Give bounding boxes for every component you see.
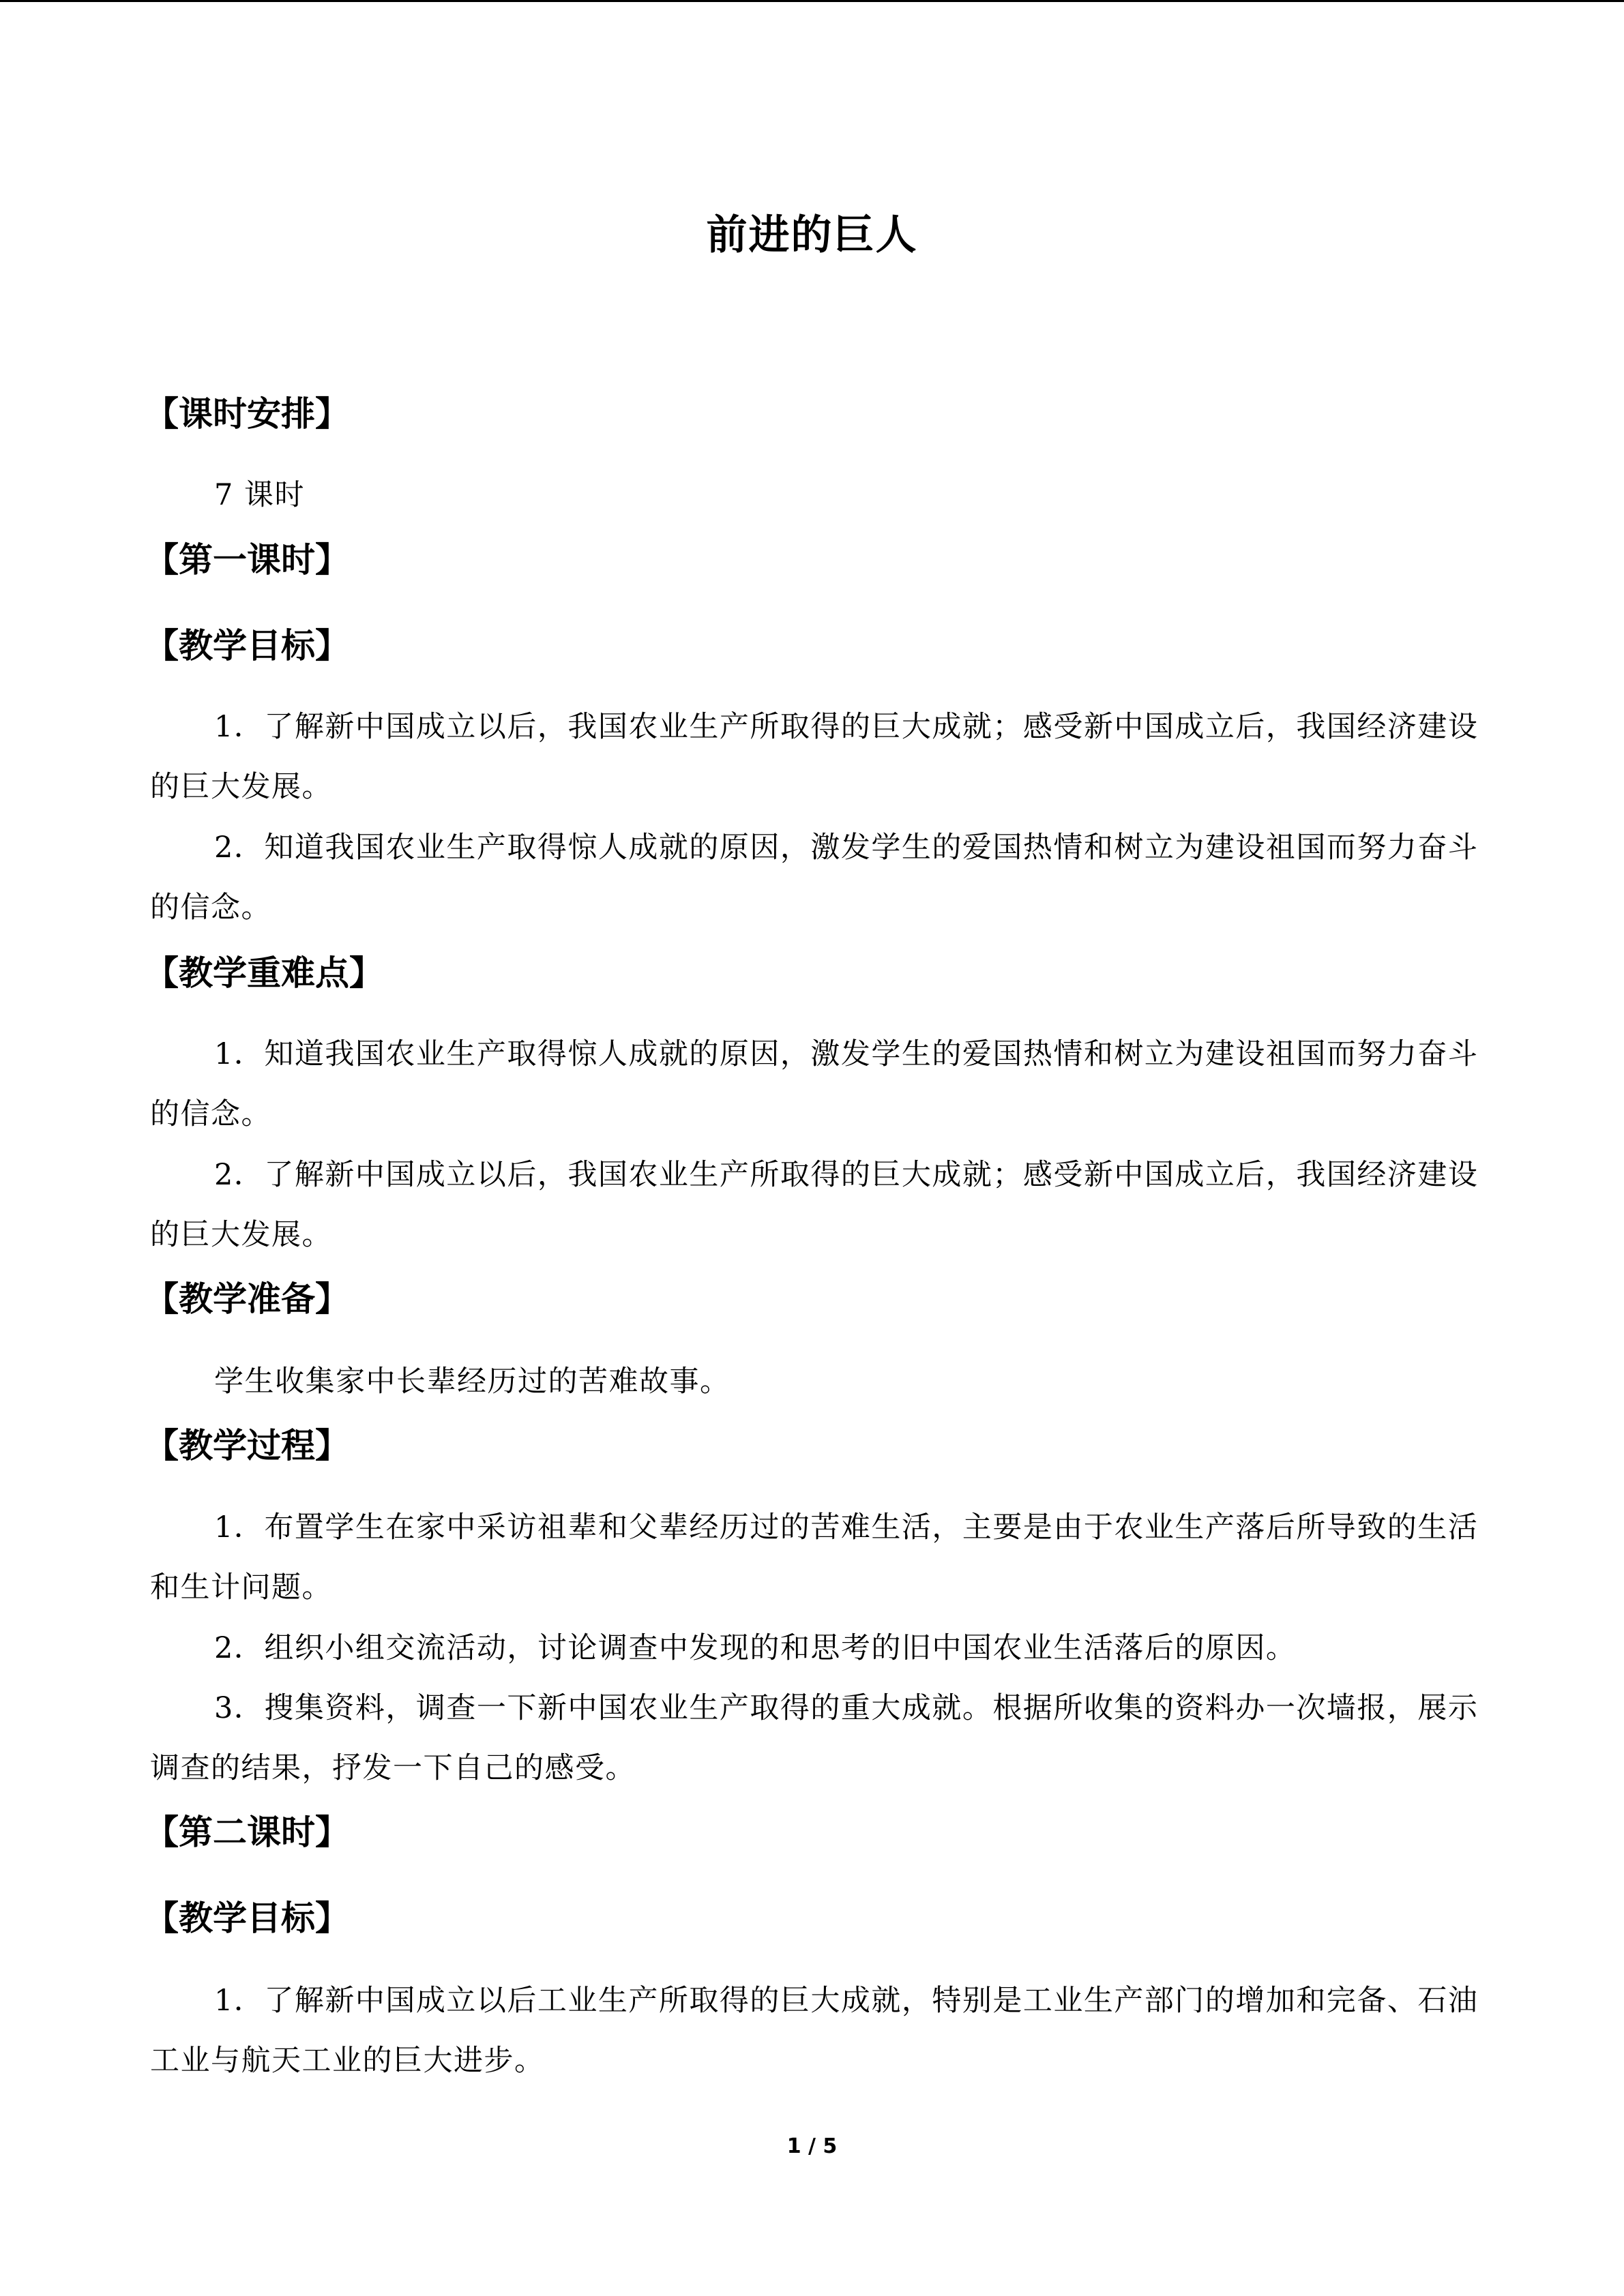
document-title: 前进的巨人 — [706, 211, 918, 259]
section-heading-goals-2: 【教学目标】 — [145, 1898, 349, 1938]
goals-1-paragraph-1: 1．了解新中国成立以后，我国农业生产所取得的巨大成就；感受新中国成立后，我国经济建设的巨大发展。 — [150, 710, 1479, 804]
section-heading-goals-1: 【教学目标】 — [145, 626, 349, 666]
process-paragraph-2: 2．组织小组交流活动，讨论调查中发现的和思考的旧中国农业生活落后的原因。 — [214, 1631, 1297, 1665]
goals-1-paragraph-2: 2．知道我国农业生产取得惊人成就的原因，激发学生的爱国热情和树立为建设祖国而努力奋斗的信念。 — [150, 831, 1479, 925]
section-heading-process: 【教学过程】 — [145, 1426, 349, 1465]
goals-2-paragraph-1: 1．了解新中国成立以后工业生产所取得的巨大成就，特别是工业生产部门的增加和完备、石油工业与航天工业的巨大进步。 — [150, 1984, 1479, 2078]
section-heading-preparation: 【教学准备】 — [145, 1279, 349, 1319]
section-heading-lesson-1: 【第一课时】 — [145, 540, 349, 580]
keypoints-paragraph-2: 2．了解新中国成立以后，我国农业生产所取得的巨大成就；感受新中国成立后，我国经济建设的巨大发展。 — [150, 1158, 1479, 1252]
process-paragraph-1: 1．布置学生在家中采访祖辈和父辈经历过的苦难生活，主要是由于农业生产落后所导致的生活和生计问题。 — [150, 1510, 1479, 1605]
section-heading-schedule: 【课时安排】 — [145, 394, 349, 434]
keypoints-paragraph-1: 1．知道我国农业生产取得惊人成就的原因，激发学生的爱国热情和树立为建设祖国而努力奋斗的信念。 — [150, 1037, 1479, 1131]
process-paragraph-3: 3．搜集资料，调查一下新中国农业生产取得的重大成就。根据所收集的资料办一次墙报，展示调查的结果，抒发一下自己的感受。 — [150, 1691, 1479, 1785]
page-number: 1 / 5 — [786, 2134, 838, 2158]
section-heading-keypoints: 【教学重难点】 — [145, 953, 383, 993]
schedule-text: 7 课时 — [214, 478, 306, 512]
section-heading-lesson-2: 【第二课时】 — [145, 1813, 349, 1852]
preparation-text: 学生收集家中长辈经历过的苦难故事。 — [214, 1365, 730, 1399]
